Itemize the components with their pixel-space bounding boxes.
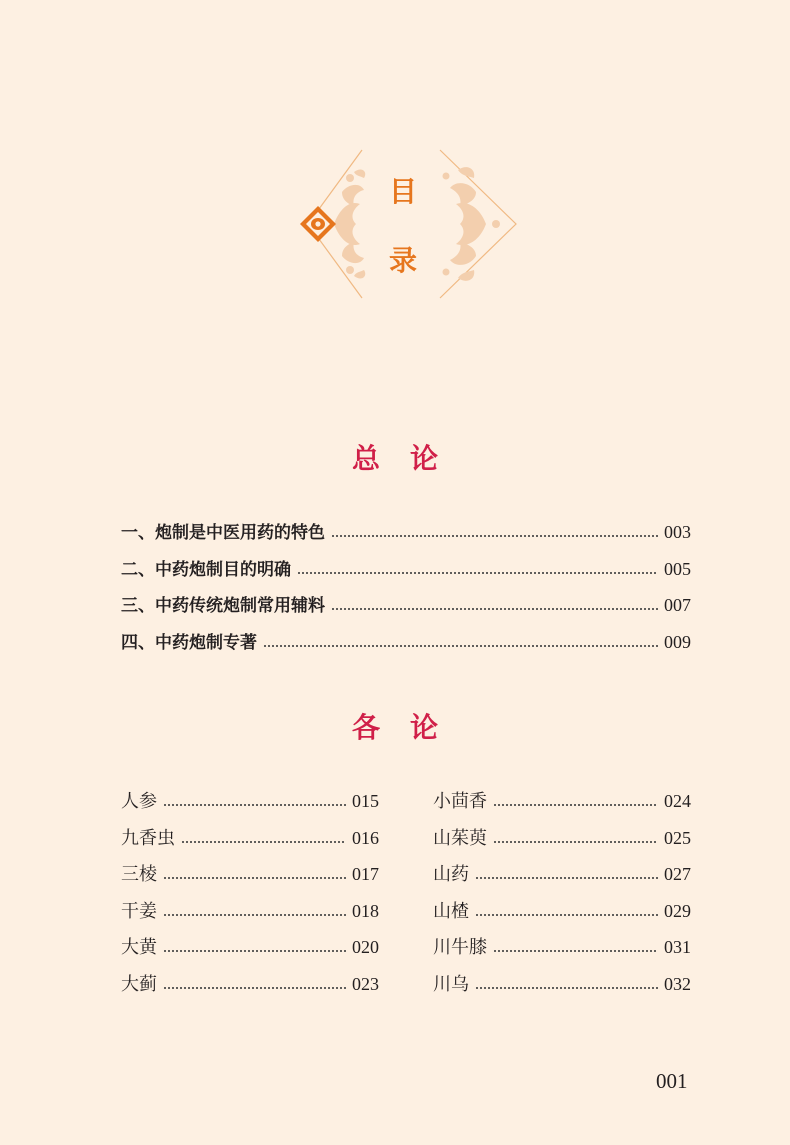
right-floral-motif	[443, 167, 501, 281]
toc-entry-page: 032	[664, 974, 691, 994]
dot-leader	[163, 866, 346, 880]
toc-entry-label: 山楂	[433, 901, 469, 922]
dot-leader	[163, 903, 346, 917]
dot-leader	[475, 976, 658, 990]
toc-entry[interactable]	[121, 899, 379, 923]
dot-leader	[331, 524, 658, 538]
dot-leader	[163, 939, 346, 953]
toc-entry-label: 人参	[121, 791, 157, 812]
dot-leader	[163, 793, 346, 807]
toc-entry-page: 024	[664, 791, 691, 811]
toc-entry[interactable]	[121, 935, 379, 959]
title-ornament	[290, 148, 522, 300]
toc-entry-label: 一、炮制是中医用药的特色	[121, 523, 325, 543]
toc-entry[interactable]	[121, 593, 691, 617]
toc-entry[interactable]	[121, 630, 691, 654]
toc-entry-label: 三棱	[121, 864, 157, 885]
toc-entry-label: 大蓟	[121, 974, 157, 995]
toc-entry-label: 三、中药传统炮制常用辅料	[121, 596, 325, 616]
dot-leader	[493, 793, 658, 807]
toc-entry-page: 016	[352, 828, 379, 848]
individual-section-title: 各论	[351, 711, 468, 744]
toc-entry-label: 小茴香	[433, 791, 487, 812]
toc-entry[interactable]	[433, 972, 691, 996]
toc-entry-label: 四、中药炮制专著	[121, 633, 257, 653]
toc-entry[interactable]	[433, 862, 691, 886]
toc-entry-label: 二、中药炮制目的明确	[121, 560, 291, 580]
toc-entry[interactable]	[433, 899, 691, 923]
toc-entry-page: 018	[352, 901, 379, 921]
page-number: 001	[656, 1069, 688, 1093]
toc-entry-page: 020	[352, 937, 379, 957]
toc-title-char-1: 目	[388, 175, 417, 208]
toc-title-char-2: 录	[388, 244, 417, 277]
toc-entry-page: 007	[664, 595, 691, 615]
dot-leader	[475, 866, 658, 880]
toc-entry[interactable]	[121, 826, 379, 850]
dot-leader	[181, 830, 346, 844]
toc-entry-page: 031	[664, 937, 691, 957]
toc-entry[interactable]	[121, 972, 379, 996]
toc-entry-label: 山药	[433, 864, 469, 885]
toc-entry-label: 川牛膝	[433, 937, 487, 958]
left-floral-motif	[334, 170, 365, 279]
toc-entry[interactable]	[433, 826, 691, 850]
toc-entry-page: 023	[352, 974, 379, 994]
orange-diamond-emblem	[300, 206, 336, 242]
dot-leader	[493, 939, 658, 953]
toc-entry-page: 017	[352, 864, 379, 884]
toc-entry-page: 005	[664, 559, 691, 579]
toc-entry-label: 大黄	[121, 937, 157, 958]
toc-entry-label: 川乌	[433, 974, 469, 995]
toc-entry-page: 015	[352, 791, 379, 811]
toc-entry-page: 027	[664, 864, 691, 884]
toc-entry[interactable]	[433, 935, 691, 959]
dot-leader	[475, 903, 658, 917]
toc-entry[interactable]	[121, 789, 379, 813]
toc-entry-label: 干姜	[121, 901, 157, 922]
dot-leader	[297, 561, 658, 575]
toc-entry-page: 003	[664, 522, 691, 542]
toc-entry-page: 025	[664, 828, 691, 848]
dot-leader	[263, 634, 658, 648]
toc-entry-label: 山茱萸	[433, 828, 487, 849]
dot-leader	[331, 597, 658, 611]
toc-entry-page: 029	[664, 901, 691, 921]
toc-entry[interactable]	[121, 862, 379, 886]
toc-entry-label: 九香虫	[121, 828, 175, 849]
dot-leader	[163, 976, 346, 990]
toc-entry[interactable]	[121, 557, 691, 581]
general-section-title: 总论	[351, 442, 468, 475]
toc-entry[interactable]	[121, 520, 691, 544]
toc-entry-page: 009	[664, 632, 691, 652]
toc-entry[interactable]	[433, 789, 691, 813]
dot-leader	[493, 830, 658, 844]
